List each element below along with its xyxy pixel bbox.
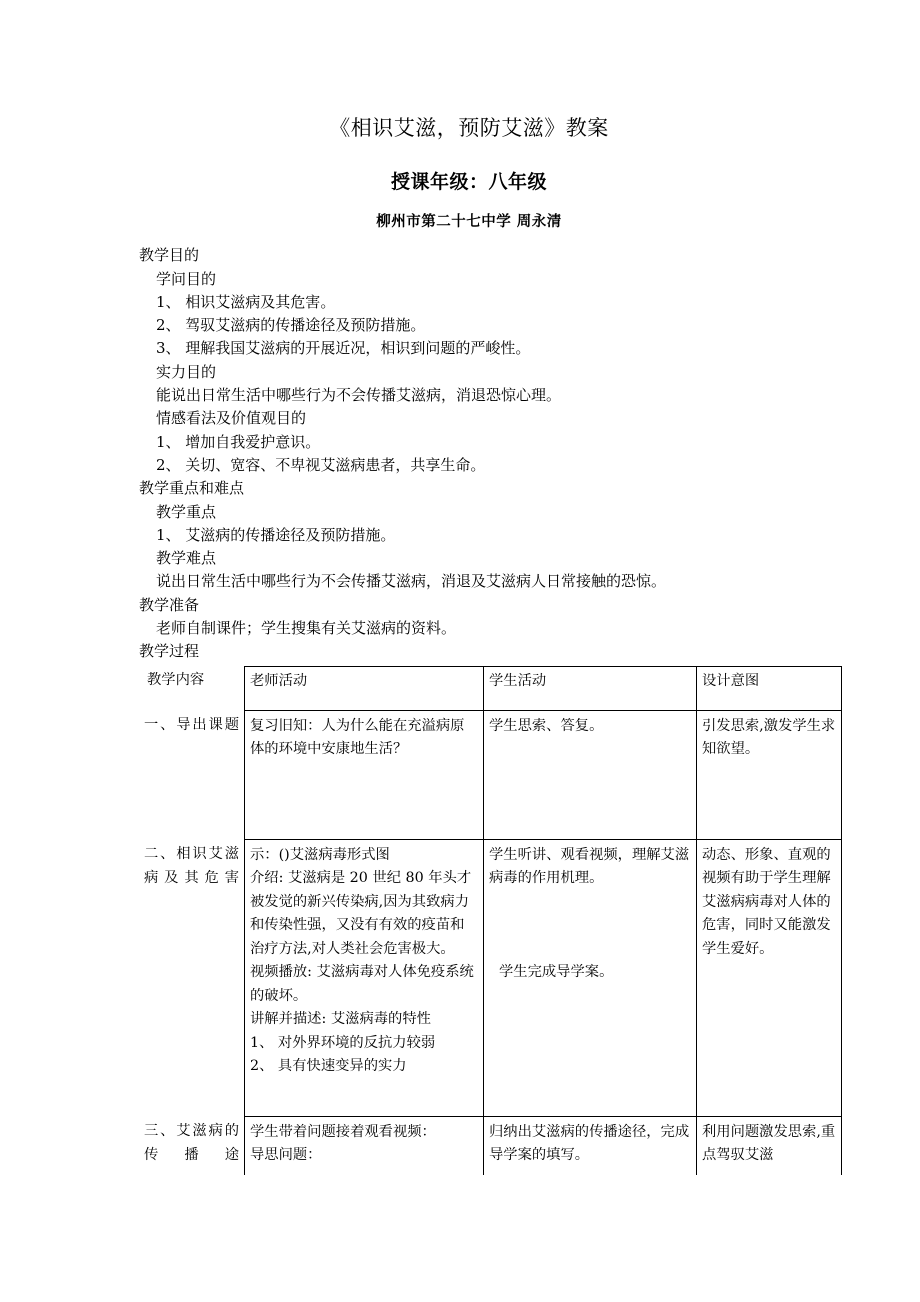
row2-student-line1: 学生听讲、观看视频，理解艾滋病毒的作用机理。	[489, 846, 690, 887]
row3-content: 三、艾滋病的传播途	[144, 1123, 239, 1163]
row2-teacher-item1: 1、 对外界环境的反抗力较弱	[250, 1034, 436, 1051]
row2-student-activity	[484, 839, 697, 1116]
key-point-heading: 教学重点	[156, 502, 217, 521]
row3-teacher-line1: 学生带着问题接着观看视频：	[250, 1123, 436, 1140]
table-header-content: 教学内容	[147, 672, 205, 689]
section-teaching-objectives	[139, 244, 799, 477]
row2-teacher-line3: 视频播放: 艾滋病毒对人体免疫系统的破坏。	[250, 964, 474, 1004]
document-byline: 柳州市第二十七中学 周永清	[376, 214, 562, 231]
objective-knowledge-3: 3、 理解我国艾滋病的开展近况，相识到问题的严峻性。	[156, 339, 531, 358]
row2-teacher-line2: 介绍: 艾滋病是 20 世纪 80 年头才被发觉的新兴传染病,因为其致病力和传染性强，又没有有效的疫苗和治疗方法,对人类社会危害极大。	[250, 870, 472, 957]
row1-design-intent: 引发思索,激发学生求知欲望。	[697, 710, 842, 839]
row3-teacher-activity	[245, 1116, 484, 1175]
row3-student-activity: 归纳出艾滋病的传播途径，完成导学案的填写。	[484, 1116, 697, 1175]
page-content	[139, 0, 836, 1175]
row1-content: 一、导出课题	[144, 717, 239, 734]
table-header-row	[139, 666, 842, 710]
section-heading: 教学过程	[139, 642, 200, 661]
document-subtitle: 授课年级：八年级	[390, 171, 547, 194]
table-row	[139, 710, 842, 839]
page-title: 《相识艾滋，预防艾滋》教案	[329, 116, 609, 140]
difficulty-text: 说出日常生活中哪些行为不会传播艾滋病，消退及艾滋病人日常接触的恐惊。	[156, 572, 667, 591]
objective-knowledge-heading: 学问目的	[156, 269, 217, 288]
row2-teacher-item2: 2、 具有快速变异的实力	[250, 1058, 407, 1075]
objective-attitude-2: 2、 关切、宽容、不卑视艾滋病患者，共享生命。	[156, 455, 486, 474]
preparation-text: 老师自制课件；学生搜集有关艾滋病的资料。	[156, 619, 457, 637]
objective-ability-heading: 实力目的	[156, 362, 217, 381]
table-row	[139, 1116, 842, 1175]
table-header-intent: 设计意图	[697, 666, 842, 710]
section-heading: 教学目的	[139, 246, 200, 265]
table-header-teacher: 老师活动	[245, 666, 484, 710]
row2-teacher-line4: 讲解并描述: 艾滋病毒的特性	[250, 1011, 431, 1028]
objective-knowledge-2: 2、 驾驭艾滋病的传播途径及预防措施。	[156, 316, 426, 335]
objective-attitude-heading: 情感看法及价值观目的	[156, 409, 307, 428]
table-row	[139, 839, 842, 1116]
key-point-1: 1、 艾滋病的传播途径及预防措施。	[156, 525, 396, 544]
table-header-student: 学生活动	[484, 666, 697, 710]
row3-teacher-line2: 导思问题：	[250, 1147, 322, 1164]
row1-teacher-activity: 复习旧知：人为什么能在充溢病原体的环境中安康地生活？	[245, 710, 484, 839]
difficulty-heading: 教学难点	[156, 549, 217, 568]
objective-ability-text: 能说出日常生活中哪些行为不会传播艾滋病，消退恐惊心理。	[156, 386, 562, 405]
row2-design-intent: 动态、形象、直观的视频有助于学生理解艾滋病病毒对人体的危害，同时又能激发学生爱好。	[697, 839, 842, 1116]
row1-student-activity: 学生思索、答复。	[484, 710, 697, 839]
objective-knowledge-1: 1、 相识艾滋病及其危害。	[156, 292, 336, 311]
section-process	[139, 640, 799, 663]
section-heading: 教学重点和难点	[139, 479, 245, 498]
objective-attitude-1: 1、 增加自我爱护意识。	[156, 432, 321, 451]
row2-student-line2: 学生完成导学案。	[499, 963, 614, 980]
section-key-points	[139, 477, 799, 593]
section-preparation	[139, 594, 799, 641]
teaching-process-table	[139, 666, 842, 1175]
section-heading: 教学准备	[139, 595, 200, 614]
row2-teacher-line1: 示：()艾滋病毒形式图	[250, 846, 390, 863]
row2-teacher-activity	[245, 839, 484, 1116]
row2-content: 二、相识艾滋病及其危害	[144, 846, 239, 886]
row3-design-intent: 利用问题激发思索,重点驾驭艾滋	[697, 1116, 842, 1175]
